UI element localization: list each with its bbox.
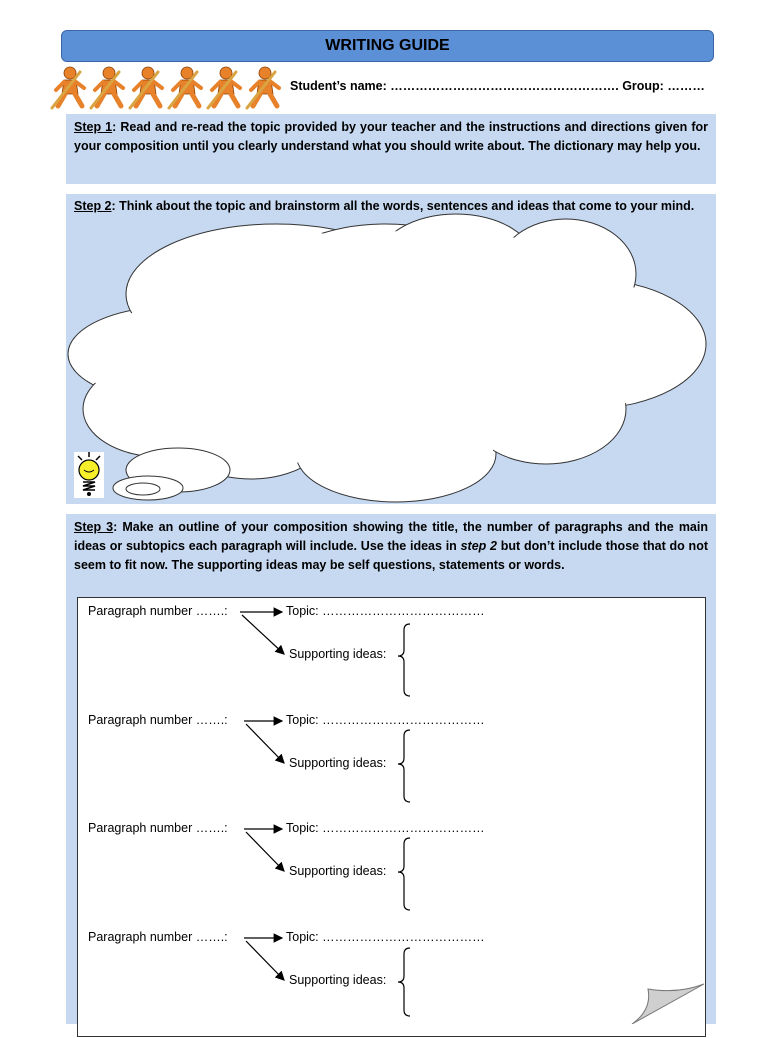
runner-figure-icon xyxy=(91,67,123,108)
runner-figure-icon xyxy=(247,67,279,108)
supporting-arrow xyxy=(246,724,284,763)
step3-box xyxy=(66,514,716,1024)
paragraph-topic: Topic: ………………………………… xyxy=(286,713,485,727)
step2-body: : Think about the topic and brainstorm all the words, sentences and ideas that come to your mind. xyxy=(111,199,695,213)
supporting-arrow xyxy=(246,941,284,980)
runner-figures xyxy=(50,66,286,110)
brace xyxy=(398,730,410,802)
page-title: WRITING GUIDE xyxy=(61,30,714,62)
runner-figure-icon xyxy=(130,67,162,108)
step3-body: : Make an outline of your composition showing the title, the number of paragraphs and the main ideas or subtopics each paragraph will include. Use the ideas in xyxy=(74,520,708,553)
step2-label: Step 2 xyxy=(74,199,112,213)
runner-figure-icon xyxy=(208,67,240,108)
brace xyxy=(398,948,410,1016)
step2-box xyxy=(66,194,716,504)
supporting-arrow xyxy=(246,832,284,871)
paragraph-number: Paragraph number …….: xyxy=(88,604,228,618)
supporting-arrow xyxy=(242,615,284,654)
step1-body: : Read and re-read the topic provided by your teacher and the instructions and directions given for your composition until you clearly understand what you should write about. The dictionary may help you. xyxy=(74,120,708,153)
runner-figure-icon xyxy=(169,67,201,108)
step3-italic: step 2 xyxy=(460,539,497,553)
paragraph-number: Paragraph number …….: xyxy=(88,713,228,727)
step1-label: Step 1 xyxy=(74,120,113,134)
page-curl xyxy=(560,960,720,1024)
supporting-ideas-label: Supporting ideas: xyxy=(289,756,387,770)
supporting-ideas-label: Supporting ideas: xyxy=(289,647,387,661)
step1-box xyxy=(66,114,716,184)
paragraph-topic: Topic: ………………………………… xyxy=(286,604,485,618)
supporting-ideas-label: Supporting ideas: xyxy=(289,864,387,878)
step3-body-end: but don’t include those that do not seem to fit now. The supporting ideas may be self questions, statements or words. xyxy=(74,539,708,572)
step1-text xyxy=(74,118,708,156)
supporting-ideas-label: Supporting ideas: xyxy=(289,973,387,987)
paragraph-number: Paragraph number …….: xyxy=(88,930,228,944)
student-name-group-line: Student’s name: ………………………………………………. Group: ……… xyxy=(290,79,705,93)
brace xyxy=(398,838,410,910)
step3-label: Step 3 xyxy=(74,520,114,534)
step3-text xyxy=(74,518,708,575)
paragraph-number: Paragraph number …….: xyxy=(88,821,228,835)
runner-figure-icon xyxy=(52,67,84,108)
brace xyxy=(398,624,410,696)
thought-cloud xyxy=(66,194,716,504)
lightbulb-icon xyxy=(74,452,104,498)
paragraph-topic: Topic: ………………………………… xyxy=(286,930,485,944)
paragraph-topic: Topic: ………………………………… xyxy=(286,821,485,835)
